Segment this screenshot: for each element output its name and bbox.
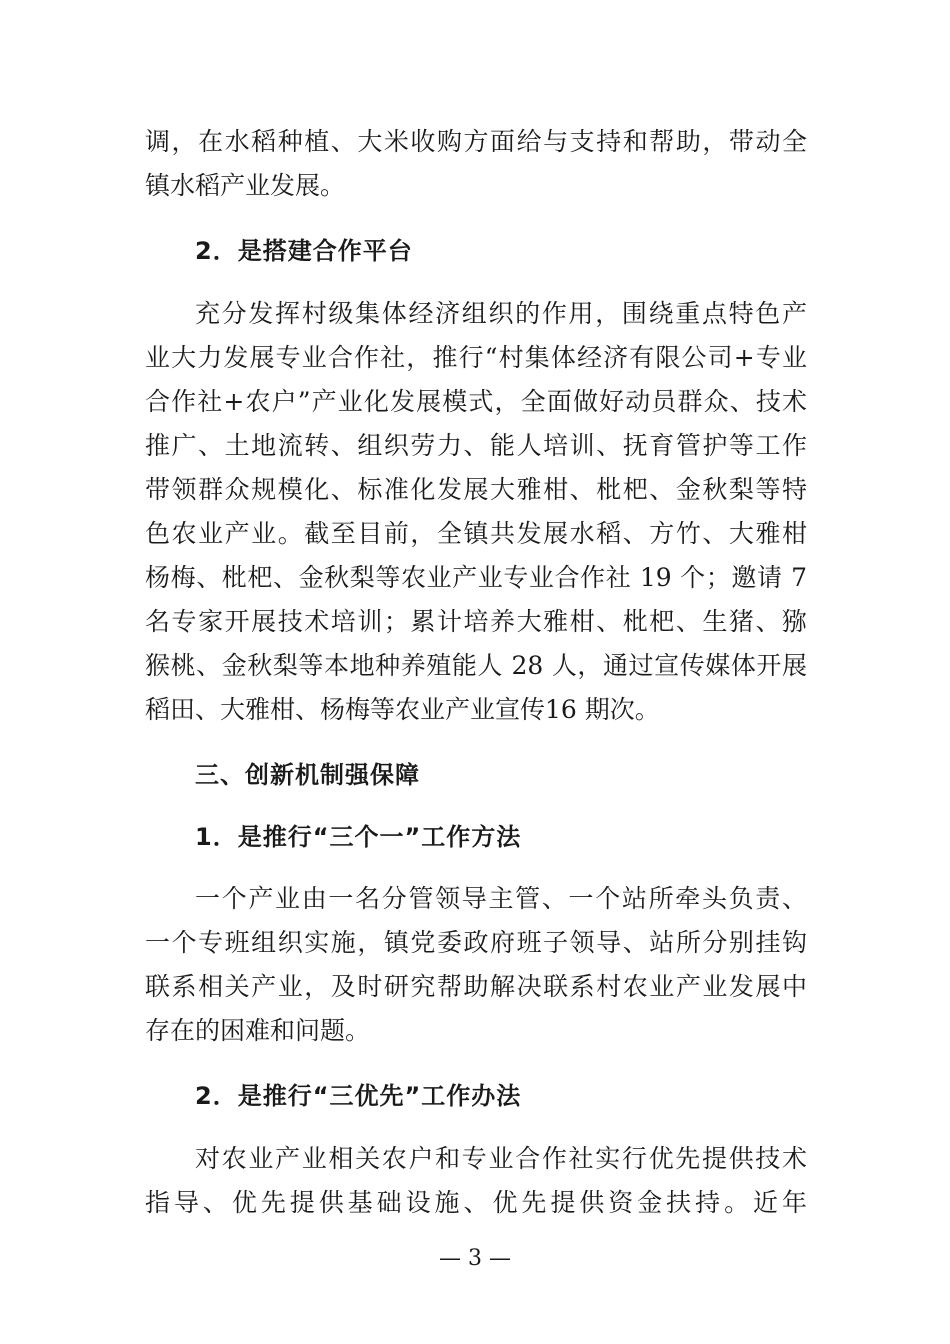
heading-three-ones-method: 1．是推行“三个一”工作方法 (195, 823, 522, 851)
paragraph-1-line-1: 调，在水稻种植、大米收购方面给与支持和帮助，带动全 (145, 127, 807, 156)
paragraph-2-line-3: 合作社+农户”产业化发展模式，全面做好动员群众、技术 (145, 387, 807, 416)
paragraph-2-line-9: 猴桃、金秋梨等本地种养殖能人 28 人，通过宣传媒体开展 (145, 651, 807, 680)
paragraph-2-line-5: 带领群众规模化、标准化发展大雅柑、枇杷、金秋梨等特 (145, 475, 807, 504)
paragraph-2-line-10: 稻田、大雅柑、杨梅等农业产业宣传16 期次。 (145, 695, 660, 724)
page-number: — 3 — (439, 1246, 511, 1271)
paragraph-2-line-2: 业大力发展专业合作社，推行“村集体经济有限公司+专业 (145, 343, 807, 372)
paragraph-2-line-4: 推广、土地流转、组织劳力、能人培训、抚育管护等工作 (145, 431, 807, 460)
paragraph-1-line-2: 镇水稻产业发展。 (145, 171, 346, 200)
heading-three-priorities-method: 2．是推行“三优先”工作办法 (195, 1082, 522, 1110)
paragraph-2-line-6: 色农业产业。截至目前，全镇共发展水稻、方竹、大雅柑 (145, 519, 807, 548)
paragraph-3-line-3: 联系相关产业，及时研究帮助解决联系村农业产业发展中 (145, 972, 807, 1001)
paragraph-3-line-1: 一个产业由一名分管领导主管、一个站所牵头负责、 (195, 884, 807, 913)
paragraph-3-line-4: 存在的困难和问题。 (145, 1016, 371, 1045)
heading-build-platform: 2．是搭建合作平台 (195, 237, 413, 265)
paragraph-4-line-1: 对农业产业相关农户和专业合作社实行优先提供技术 (195, 1144, 807, 1173)
paragraph-4-line-2: 指导、优先提供基础设施、优先提供资金扶持。近年 (145, 1188, 807, 1217)
paragraph-2-line-8: 名专家开展技术培训；累计培养大雅柑、枇杷、生猪、猕 (145, 607, 807, 636)
paragraph-2-line-7: 杨梅、枇杷、金秋梨等农业产业专业合作社 19 个；邀请 7 (145, 563, 807, 592)
paragraph-3-line-2: 一个专班组织实施，镇党委政府班子领导、站所分别挂钩 (145, 928, 807, 957)
paragraph-2-line-1: 充分发挥村级集体经济组织的作用，围绕重点特色产 (195, 299, 807, 328)
section-3-title: 三、创新机制强保障 (195, 761, 420, 789)
